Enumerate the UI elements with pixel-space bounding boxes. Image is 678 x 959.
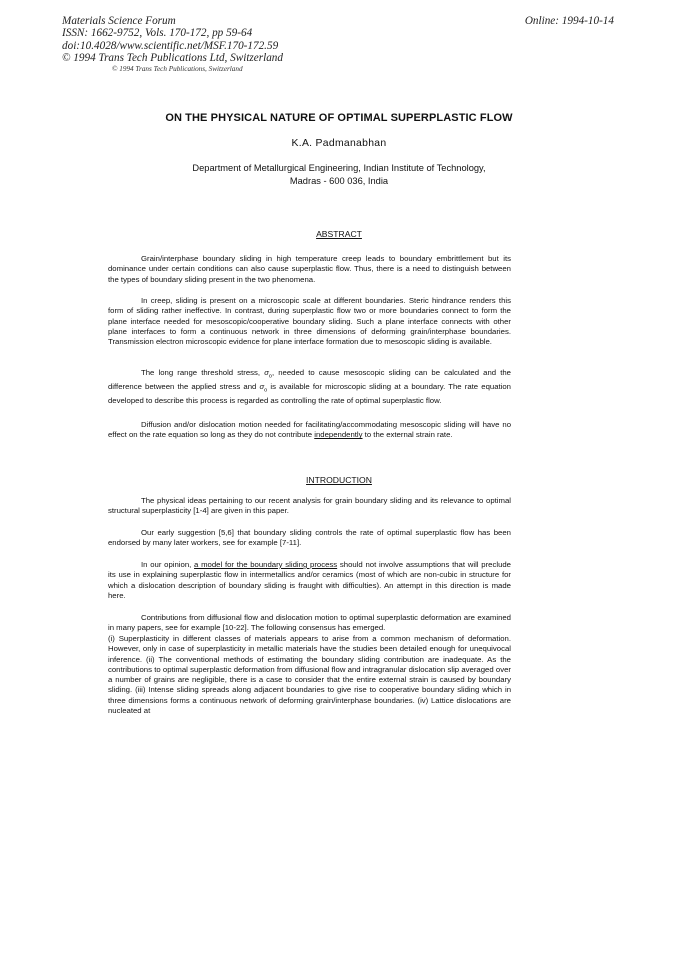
abstract-paragraph-1: Grain/interphase boundary sliding in high temperature creep leads to boundary embrittlement but its dominance under certain conditions can also cause superplastic flow. Thus, there is a need to distinguish between the types of boundary sliding present in the two phenomena. [108,254,511,284]
affiliation-line-1: Department of Metallurgical Engineering, Indian Institute of Technology, [192,163,486,173]
abstract-paragraph-3: The long range threshold stress, $\sigma_o$, needed to cause mesoscopic sliding can be calculated and the difference between the applied stress and $\sigma_o$ is available for microscopic sliding at a boundary. The rate equation developed to describe this process is regarded as controlling the rate of optimal superplastic flow. [108,368,511,405]
doi-line: doi:10.4028/www.scientific.net/MSF.170-172.59 [62,39,279,52]
online-date: Online: 1994-10-14 [524,15,614,27]
introduction-heading: INTRODUCTION [306,475,372,485]
copyright-small: © 1994 Trans Tech Publications, Switzerland [112,65,243,73]
intro-paragraph-1: The physical ideas pertaining to our recent analysis for grain boundary sliding and its relevance to optimal structural superplasticity [1-4] are given in this paper. [108,496,511,516]
intro-paragraph-4-list: (i) Superplasticity in different classes of materials appears to arise from a common mechanism of deformation. However, only in case of superplasticity in metallic materials have the studies been detailed enough for unequivocal inference. (ii) The conventional methods of estimating the boundary sliding contribution are inadequate. As the contributions to optimal superplastic deformation from diffusional flow and intragranular dislocation slip averaged over a number of grains are negligible, there is a case to consider that the entire external strain is caused by boundary sliding. (iii) Intense sliding spreads along adjacent boundaries to give rise to cooperative boundary sliding which in three dimensions forms a continuous network of deforming grain/interphase boundaries. (iv) Lattice dislocations are nucleated at [108,634,511,716]
abstract-paragraph-4: Diffusion and/or dislocation motion needed for facilitating/accommodating mesoscopic sliding will have no effect on the rate equation so long as they do not contribute independently to the external strain rate. [108,420,511,440]
abstract-heading: ABSTRACT [316,229,362,239]
journal-name: Materials Science Forum [62,15,176,27]
paper-title: ON THE PHYSICAL NATURE OF OPTIMAL SUPERPLASTIC FLOW [165,112,513,124]
abstract-paragraph-2: In creep, sliding is present on a microscopic scale at different boundaries. Steric hindrance renders this form of sliding rather ineffective. In contrast, during superplastic flow two or more boundaries connect to form the plane interface needed for mesoscopic/cooperative boundary sliding. Such a plane interface connects with other plane interfaces to form a continuous network in three dimensions of deforming grain/interphase boundaries. Transmission electron microscopic evidence for plane interface formation due to mesoscopic sliding is available. [108,296,511,347]
affiliation [0,162,678,187]
copyright-line: © 1994 Trans Tech Publications Ltd, Switzerland [62,51,283,64]
paper-author: K.A. Padmanabhan [291,138,387,149]
intro-paragraph-2: Our early suggestion [5,6] that boundary sliding controls the rate of optimal superplastic flow has been endorsed by many later workers, see for example [7-11]. [108,528,511,548]
citation-block [62,15,283,64]
affiliation-line-2: Madras - 600 036, India [289,175,389,186]
issn-line: ISSN: 1662-9752, Vols. 170-172, pp 59-64 [62,27,253,40]
intro-paragraph-3: In our opinion, a model for the boundary sliding process should not involve assumptions that will preclude its use in explaining superplastic flow in intermetallics and/or ceramics (most of which are non-cubic in structure for which a dislocation description of boundary sliding is fraught with difficulties). An attempt in this direction is made here. [108,560,511,600]
intro-paragraph-4: Contributions from diffusional flow and dislocation motion to optimal superplastic deformation are examined in many papers, see for example [10-22]. The following consensus has emerged. [108,613,511,633]
